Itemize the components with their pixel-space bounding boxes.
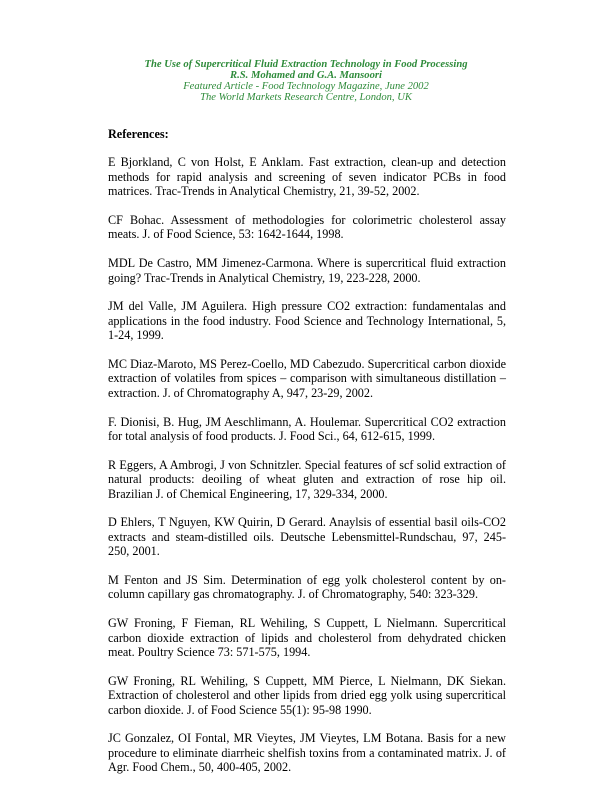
featured-line: Featured Article - Food Technology Magazine, June 2002 <box>183 81 429 92</box>
reference-item: MC Diaz-Maroto, MS Perez-Coello, MD Cabezudo. Supercritical carbon dioxide extraction of volatiles from spices – comparison with simultaneous distillation – extraction. J. of Chromatography A, 947, 23-29, 2002. <box>108 357 506 400</box>
reference-item: D Ehlers, T Nguyen, KW Quirin, D Gerard. Anaylsis of essential basil oils-CO2 extracts and steam-distilled oils. Deutsche Lebensmittel-Rundschau, 97, 245-250, 2001. <box>108 515 506 559</box>
reference-item: E Bjorkland, C von Holst, E Anklam. Fast extraction, clean-up and detection methods for rapid analysis and screening of seven indicator PCBs in food matrices. Trac-Trends in Analytical Chemistry, 21, 39-52, 2002. <box>108 155 506 199</box>
article-authors: R.S. Mohamed and G.A. Mansoori <box>230 70 382 81</box>
references-section <box>108 127 506 789</box>
reference-item: JM del Valle, JM Aguilera. High pressure CO2 extraction: fundamentalas and applications in the food industry. Food Science and Technology International, 5, 1-24, 1999. <box>108 299 506 343</box>
reference-item: MDL De Castro, MM Jimenez-Carmona. Where is supercritical fluid extraction going? Trac-Trends in Analytical Chemistry, 19, 223-228, 2000. <box>108 256 506 285</box>
article-header <box>0 59 612 103</box>
reference-item: GW Froning, F Fieman, RL Wehiling, S Cuppett, L Nielmann. Supercritical carbon dioxide extraction of lipids and cholesterol from dehydrated chicken meat. Poultry Science 73: 571-575, 1994. <box>108 616 506 660</box>
reference-item: M Fenton and JS Sim. Determination of egg yolk cholesterol content by on-column capillary gas chromatography. J. of Chromatography, 540: 323-329. <box>108 573 506 602</box>
reference-item: GW Froning, RL Wehiling, S Cuppett, MM Pierce, L Nielmann, DK Siekan. Extraction of cholesterol and other lipids from dried egg yolk using supercritical carbon dioxide. J. of Food Science 55(1): 95-98 1990. <box>108 673 506 717</box>
reference-item: R Eggers, A Ambrogi, J von Schnitzler. Special features of scf solid extraction of natural products: deoiling of wheat gluten and extraction of rose hip oil. Brazilian J. of Chemical Engineering, 17, 329-334, 2000. <box>108 457 506 501</box>
reference-item: JC Gonzalez, OI Fontal, MR Vieytes, JM Vieytes, LM Botana. Basis for a new procedure to eliminate diarrheic shelfish toxins from a contaminated matrix. J. of Agr. Food Chem., 50, 400-405, 2002. <box>108 731 506 775</box>
publisher-line: The World Markets Research Centre, London, UK <box>200 92 412 103</box>
references-heading: References: <box>108 127 169 141</box>
article-title: The Use of Supercritical Fluid Extraction Technology in Food Processing <box>144 59 468 70</box>
reference-item: F. Dionisi, B. Hug, JM Aeschlimann, A. Houlemar. Supercritical CO2 extraction for total analysis of food products. J. Food Sci., 64, 612-615, 1999. <box>108 414 506 444</box>
reference-item: CF Bohac. Assessment of methodologies for colorimetric cholesterol assay meats. J. of Food Science, 53: 1642-1644, 1998. <box>108 213 506 242</box>
